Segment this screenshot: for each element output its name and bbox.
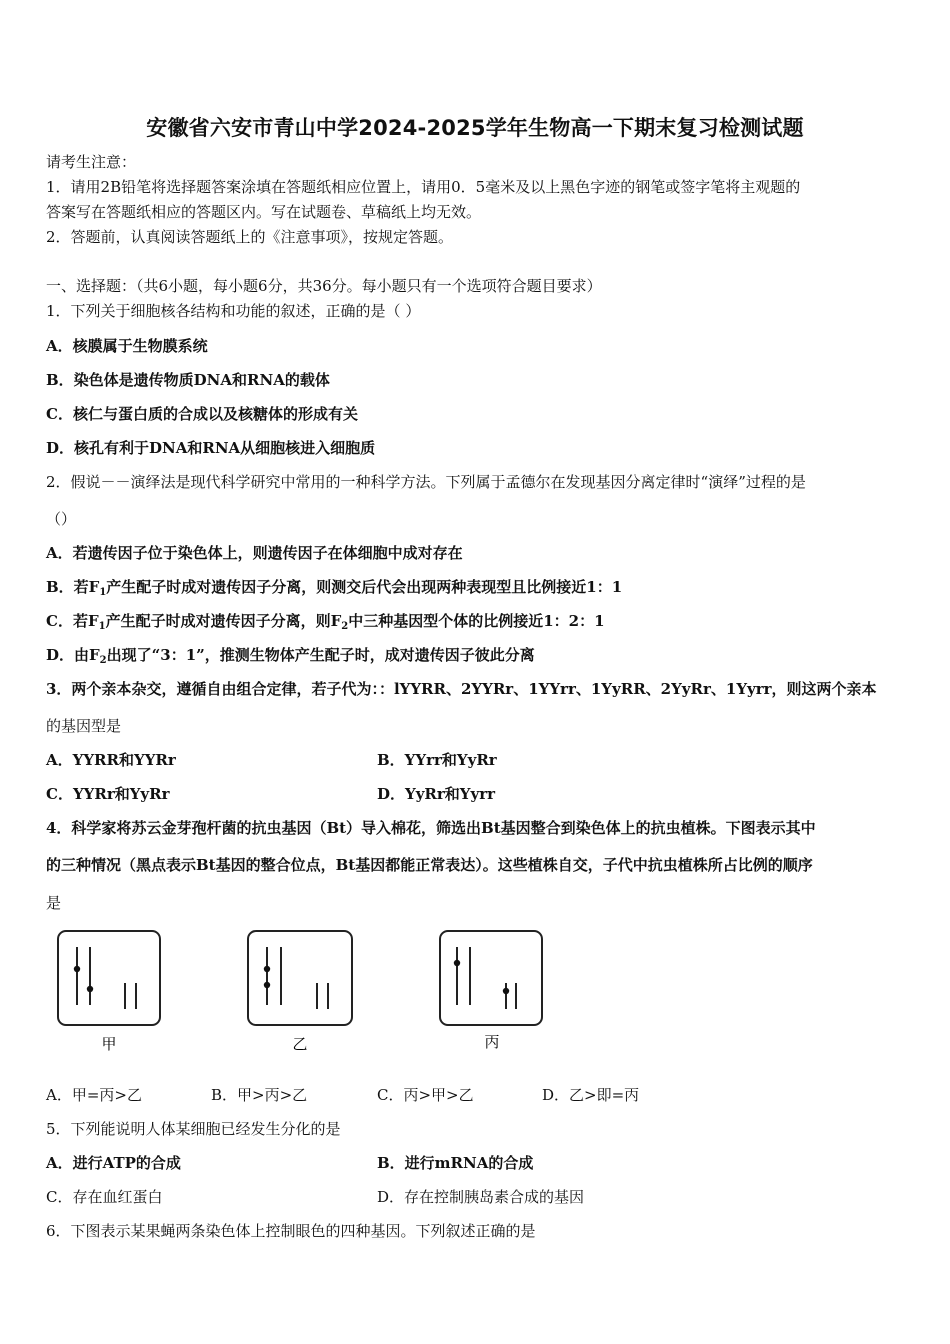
q4-stem-line-2: 的三种情况（黑点表示Bt基因的整合位点，Bt基因都能正常表达）。这些植株自交，子代中抗虫植株所占比例的顺序	[46, 856, 813, 874]
page-title: 安徽省六安市青山中学2024-2025学年生物高一下期末复习检测试题	[146, 116, 804, 140]
q2-option-b	[46, 577, 622, 603]
q4-option-d: D．乙>即=丙	[542, 1086, 640, 1104]
q1-option-c: C．核仁与蛋白质的合成以及核糖体的形成有关	[46, 405, 358, 423]
q4-stem-line-3: 是	[46, 894, 62, 912]
q2-option-c-sub2: 2	[341, 621, 349, 632]
q5-option-b: B．进行mRNA的合成	[377, 1154, 534, 1172]
q2-option-c-sub: 1	[98, 621, 106, 632]
cell-yi-bt-dot-1	[264, 966, 270, 972]
notice-heading: 请考生注意：	[46, 153, 137, 171]
q3-option-c: C．YYRr和YyRr	[46, 785, 170, 803]
q5-option-a: A．进行ATP的合成	[46, 1154, 181, 1172]
cell-bing-bt-dot-2	[503, 988, 509, 994]
cell-jia-bt-dot-1	[74, 966, 80, 972]
q3-stem-line-2: 的基因型是	[46, 717, 122, 735]
q1-option-a: A．核膜属于生物膜系统	[46, 337, 208, 355]
q2-stem-line-2: （）	[46, 510, 77, 528]
cell-jia	[58, 931, 160, 1025]
cell-jia-bt-dot-2	[87, 986, 93, 992]
q2-option-d-pre: D．由F	[46, 646, 100, 664]
q3-option-b: B．YYrr和YyRr	[377, 751, 497, 769]
q5-option-d: D．存在控制胰岛素合成的基因	[377, 1188, 585, 1206]
figure-label-yi: 乙	[292, 1035, 308, 1053]
q4-option-b: B．甲>丙>乙	[211, 1086, 308, 1104]
q2-option-c-pre: C．若F	[46, 612, 99, 630]
q2-option-c	[46, 611, 605, 637]
figure-label-bing: 丙	[484, 1033, 500, 1051]
notice-item-1-line-1: 1．请用2B铅笔将选择题答案涂填在答题纸相应位置上，请用0．5毫米及以上黑色字迹的钢笔或签字笔将主观题的	[46, 178, 801, 196]
q2-option-b-sub: 1	[99, 587, 107, 598]
q2-option-a: A．若遗传因子位于染色体上，则遗传因子在体细胞中成对存在	[46, 544, 463, 562]
q2-option-c-mid: 产生配子时成对遗传因子分离，则F	[105, 612, 342, 630]
q2-option-d-post: 出现了“3：1”，推测生物体产生配子时，成对遗传因子彼此分离	[106, 646, 535, 664]
q1-option-d: D．核孔有利于DNA和RNA从细胞核进入细胞质	[46, 439, 376, 457]
q5-stem: 5．下列能说明人体某细胞已经发生分化的是	[46, 1120, 341, 1138]
cell-yi-border	[248, 931, 352, 1025]
cell-bing-bt-dot-1	[454, 960, 460, 966]
q4-option-c: C．丙>甲>乙	[377, 1086, 474, 1104]
q4-option-a: A．甲=丙>乙	[46, 1086, 142, 1104]
notice-item-2: 2．答题前，认真阅读答题纸上的《注意事项》，按规定答题。	[46, 228, 454, 246]
cell-yi-bt-dot-2	[264, 982, 270, 988]
q5-option-c: C．存在血红蛋白	[46, 1188, 163, 1206]
q3-stem-line-1: 3．两个亲本杂交，遵循自由组合定律，若子代为：：lYYRR、2YYRr、1YYrr、1YyRR、2YyRr、1Yyrr，则这两个亲本	[46, 680, 877, 698]
cell-bing	[440, 931, 542, 1025]
q3-option-a: A．YYRR和YYRr	[46, 751, 176, 769]
q2-option-d	[46, 645, 535, 671]
q1-stem: 1．下列关于细胞核各结构和功能的叙述，正确的是（ ）	[46, 302, 421, 320]
q2-option-c-post: 中三种基因型个体的比例接近1：2：1	[348, 612, 605, 630]
q4-stem-line-1: 4．科学家将苏云金芽孢杆菌的抗虫基因（Bt）导入棉花，筛选出Bt基因整合到染色体上的抗虫植株。下图表示其中	[46, 819, 816, 837]
cell-yi	[248, 931, 352, 1025]
cell-bing-border	[440, 931, 542, 1025]
q2-option-b-post: 产生配子时成对遗传因子分离，则测交后代会出现两种表现型且比例接近1：1	[106, 578, 623, 596]
q6-stem: 6．下图表示某果蝇两条染色体上控制眼色的四种基因。下列叙述正确的是	[46, 1222, 536, 1240]
q2-stem-line-1: 2．假说－－演绎法是现代科学研究中常用的一种科学方法。下列属于孟德尔在发现基因分离定律时“演绎”过程的是	[46, 473, 806, 491]
cell-jia-border	[58, 931, 160, 1025]
chromosome-figure	[50, 925, 560, 1060]
q2-option-b-pre: B．若F	[46, 578, 100, 596]
q2-option-d-sub: 2	[99, 655, 107, 666]
q3-option-d: D．YyRr和Yyrr	[377, 785, 496, 803]
q1-option-b: B．染色体是遗传物质DNA和RNA的载体	[46, 371, 330, 389]
section-heading: 一、选择题：（共6小题，每小题6分，共36分。每小题只有一个选项符合题目要求）	[46, 277, 602, 295]
notice-item-1-line-2: 答案写在答题纸相应的答题区内。写在试题卷、草稿纸上均无效。	[46, 203, 482, 221]
figure-label-jia: 甲	[101, 1035, 117, 1053]
